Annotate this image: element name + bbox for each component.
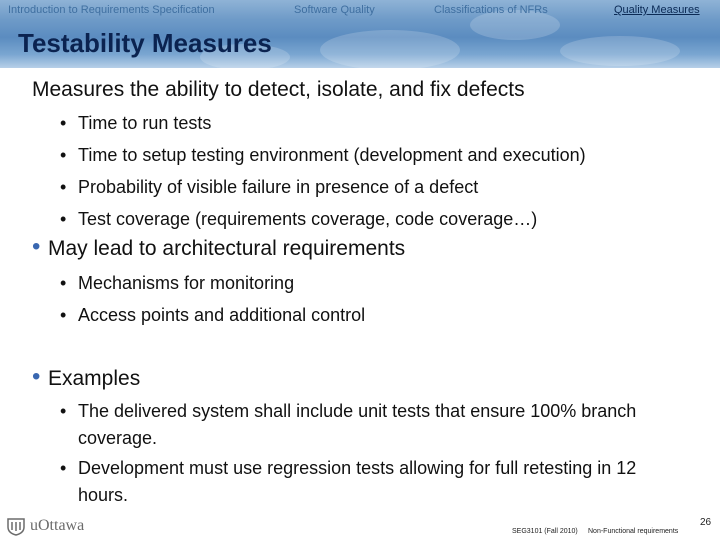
bullet-dot: • [32,363,41,390]
lead-bullet-3: Probability of visible failure in presence of a defect [78,177,479,197]
bullet-dot: • [32,233,41,260]
nav-item-software-quality[interactable]: Software Quality [294,4,375,16]
bullet-dot: • [60,177,67,197]
nav-item-classifications-nfrs[interactable]: Classifications of NFRs [434,4,548,16]
bullet-dot: • [60,209,67,229]
lead-text: Measures the ability to detect, isolate, and fix defects [32,78,525,101]
uottawa-logo [6,515,84,537]
example-1-line-2: coverage. [78,428,158,448]
section3-heading: Examples [48,367,141,390]
nav-item-quality-measures[interactable]: Quality Measures [614,4,700,16]
page-title: Testability Measures [18,28,272,58]
bullet-dot: • [60,145,67,165]
footer-course: SEG3101 (Fall 2010) [512,528,578,535]
footer-topic: Non-Functional requirements [588,528,679,535]
example-2-line-1: Development must use regression tests allowing for full retesting in 12 [78,458,637,478]
example-1-line-1: The delivered system shall include unit tests that ensure 100% branch [78,401,637,421]
bullet-dot: • [60,113,67,133]
bullet-dot: • [60,401,67,421]
nav-item-intro-requirements[interactable]: Introduction to Requirements Specification [8,4,215,16]
bullet-dot: • [60,273,67,293]
lead-bullet-4: Test coverage (requirements coverage, code coverage…) [78,209,538,229]
section2-heading: May lead to architectural requirements [48,237,406,260]
example-2-line-2: hours. [78,485,129,505]
section2-bullet-1: Mechanisms for monitoring [78,273,295,293]
lead-bullet-1: Time to run tests [78,113,212,133]
university-crest-icon [6,516,26,536]
bullet-dot: • [60,458,67,478]
section2-bullet-2: Access points and additional control [78,305,366,325]
bullet-dot: • [60,305,67,325]
page-number: 26 [700,517,712,528]
lead-bullet-2: Time to setup testing environment (development and execution) [78,145,586,165]
logo-wordmark: uOttawa [30,517,85,534]
